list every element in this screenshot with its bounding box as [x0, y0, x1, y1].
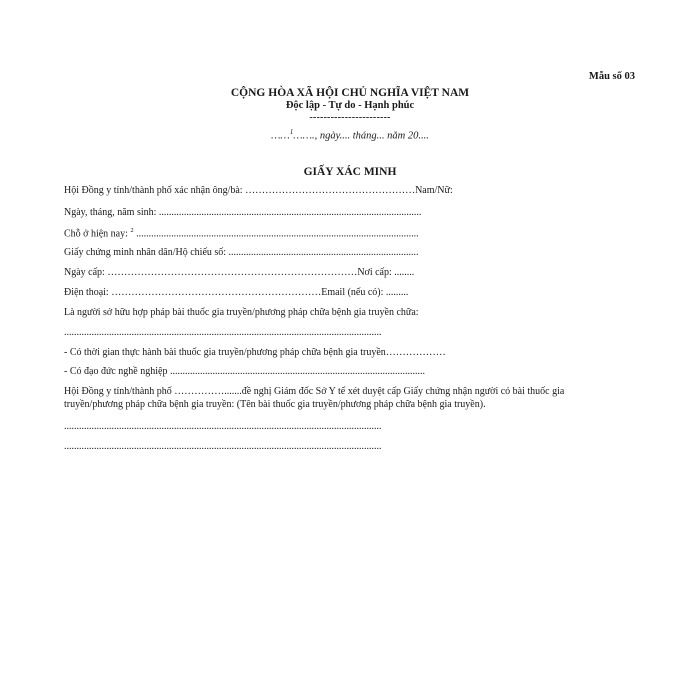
national-title: CỘNG HÒA XÃ HỘI CHỦ NGHĨA VIỆT NAM: [230, 87, 470, 99]
national-motto: Độc lập - Tự do - Hạnh phúc: [285, 100, 415, 111]
date-prefix: ……: [271, 130, 290, 142]
address-dots: .................................................................................................................: [133, 228, 419, 240]
field-confirm-person: Hội Đồng y tỉnh/thành phố xác nhận ông/bà: ……………………………………………Nam/Nữ:: [64, 185, 453, 196]
field-dots-2: ...............................................................................................................................: [64, 441, 382, 452]
field-owner-dots: ...............................................................................................................................: [64, 327, 382, 338]
field-contact: Điện thoại: ………………………………………………………Email (nếu có): .........: [64, 287, 409, 298]
footnote-ref-1: 1: [289, 128, 294, 136]
document-title: GIẤY XÁC MINH: [303, 166, 397, 178]
field-current-address: [64, 227, 419, 239]
field-request-paragraph: Hội Đồng y tỉnh/thành phố …………….......đề nghị Giám đốc Sở Y tế xét duyệt cấp Giấy chứng nhận người có bài thuốc gia truyền/phương pháp chữa bệnh gia truyền: (Tên bài thuốc gia truyền/phương pháp chữa bệnh gia truyền).: [64, 386, 565, 410]
footnote-ref-2: 2: [130, 227, 134, 234]
place-date-line: [0, 128, 700, 142]
field-practice-time: - Có thời gian thực hành bài thuốc gia truyền/phương pháp chữa bệnh gia truyền………………: [64, 347, 446, 358]
field-issue-info: Ngày cấp: …………………………………………………………………Nơi cấp: ........: [64, 267, 415, 278]
field-dots-1: ...............................................................................................................................: [64, 421, 382, 432]
date-rest: ……., ngày.... tháng... năm 20....: [293, 130, 429, 142]
form-code: Mẫu số 03: [588, 71, 635, 82]
field-date-of-birth: Ngày, tháng, năm sinh: .........................................................................................................: [64, 207, 422, 218]
address-label: Chỗ ở hiện nay:: [64, 228, 131, 240]
field-id-card: Giấy chứng minh nhân dân/Hộ chiếu số: ............................................................................: [64, 247, 419, 258]
field-ethics: - Có đạo đức nghề nghiệp ......................................................................................................: [64, 366, 425, 377]
field-legal-owner: Là người sở hữu hợp pháp bài thuốc gia truyền/phương pháp chữa bệnh gia truyền chữa:: [64, 307, 419, 318]
header-divider: -----------------------: [309, 112, 391, 123]
